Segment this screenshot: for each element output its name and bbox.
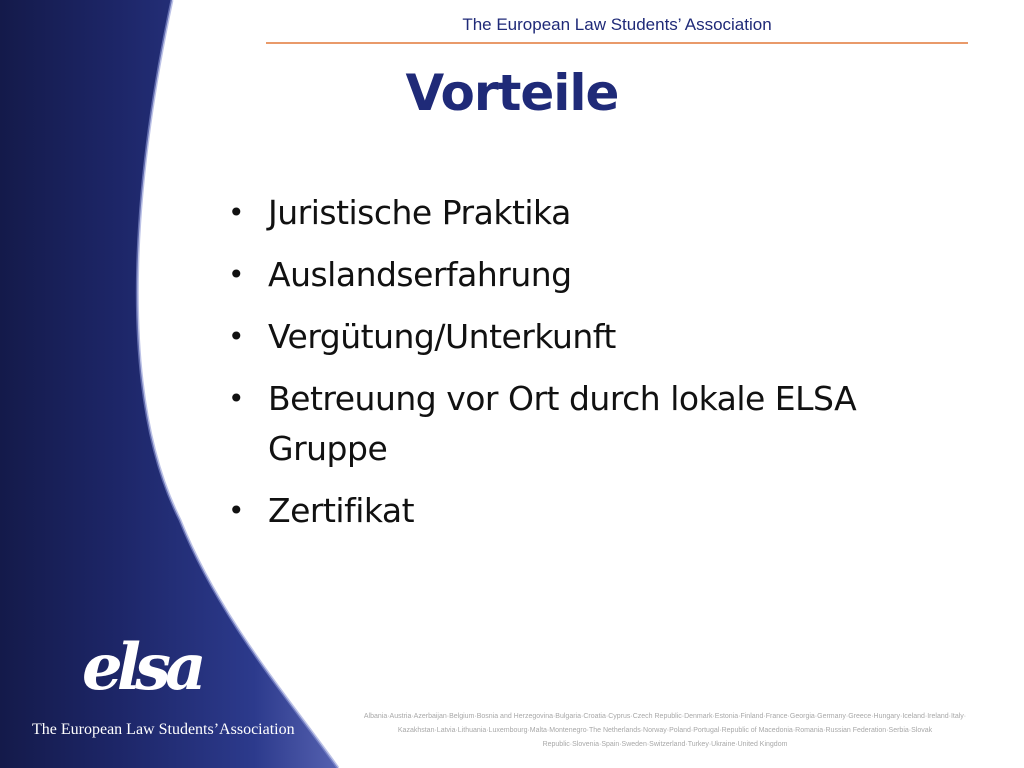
bullet-dot-icon: • [228, 382, 245, 415]
slide-title: Vorteile [405, 64, 619, 122]
bullet-item [226, 250, 946, 300]
bullet-item [226, 374, 946, 474]
bullet-dot-icon: • [228, 494, 245, 527]
bullet-list [226, 188, 946, 548]
header-divider [266, 42, 968, 44]
member-countries-text: Albania·Austria·Azerbaijan·Belgium·Bosnia and Herzegovina·Bulgaria·Croatia·Cyprus·Czech Republic·Denmark·Estonia·Finland·France·Georgia·Germany·Greece·Hungary·Iceland·Ireland·Italy· Kazakhstan·Latvia·Lithuania·Luxembourg·Malta·Montenegro·The Netherlands·Norway·Poland·Portugal·Republic of Macedonia·Romania·Russian Federation·Serbia·Slovak Republic·Slovenia·Spain·Sweden·Switzerland·Turkey·Ukraine·United Kingdom [363, 713, 967, 748]
bullet-dot-icon: • [228, 258, 245, 291]
bullet-text: Juristische Praktika [268, 193, 571, 232]
bullet-dot-icon: • [228, 196, 245, 229]
bullet-item [226, 188, 946, 238]
header-text: The European Law Students’ Association [462, 15, 772, 34]
elsa-logo: elsa [82, 630, 201, 705]
bullet-dot-icon: • [228, 320, 245, 353]
bullet-text: Zertifikat [268, 491, 415, 530]
bullet-item [226, 486, 946, 536]
elsa-logo-subtitle: The European Law Students’Association [32, 721, 295, 738]
bullet-text: Auslandserfahrung [268, 255, 572, 294]
bullet-text: Betreuung vor Ort durch lokale ELSA Gruppe [268, 379, 857, 468]
bullet-item [226, 312, 946, 362]
bullet-text: Vergütung/Unterkunft [268, 317, 616, 356]
